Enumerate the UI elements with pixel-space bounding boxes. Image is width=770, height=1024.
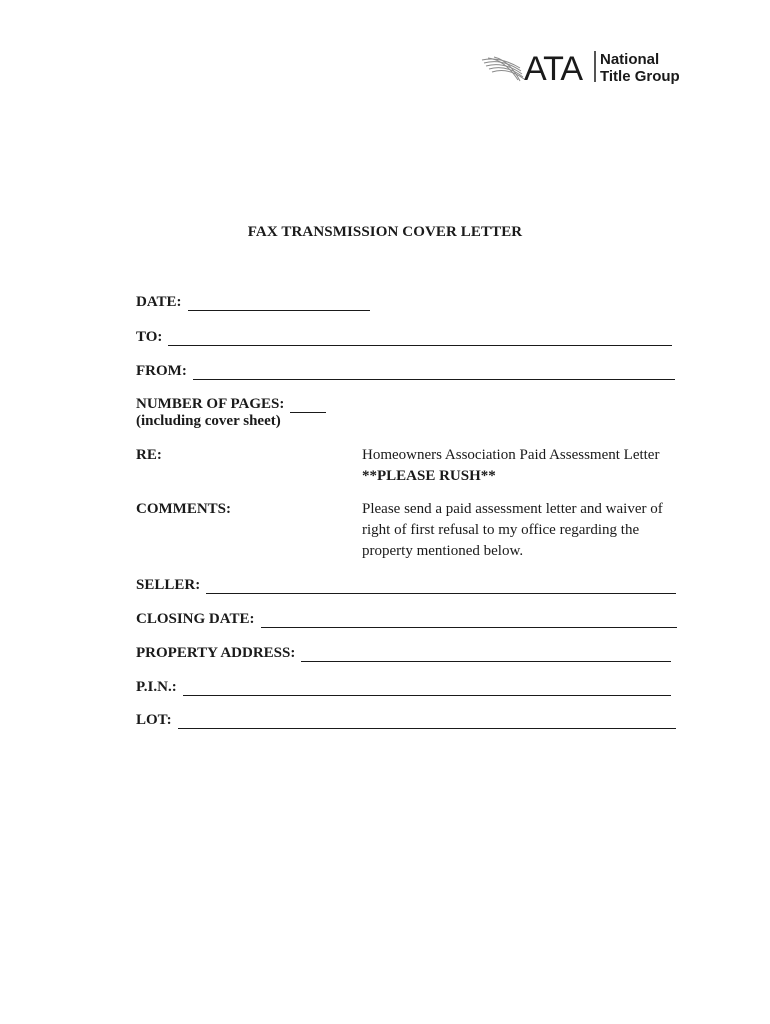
pin-blank-line[interactable]	[183, 681, 671, 696]
logo-brand: ATA	[524, 50, 583, 86]
pages-note: (including cover sheet)	[136, 413, 281, 429]
date-label: DATE:	[136, 294, 182, 310]
pin-label: P.I.N.:	[136, 679, 177, 695]
logo-graphic	[480, 46, 690, 86]
lot-field	[136, 709, 676, 729]
lot-label: LOT:	[136, 712, 172, 728]
re-label: RE:	[136, 447, 162, 463]
to-label: TO:	[136, 329, 163, 345]
company-logo	[480, 46, 690, 86]
comments-label: COMMENTS:	[136, 501, 231, 517]
to-field	[136, 326, 672, 346]
lot-blank-line[interactable]	[178, 714, 676, 729]
property-address-label: PROPERTY ADDRESS:	[136, 645, 296, 661]
logo-line1: National	[600, 51, 660, 68]
re-content	[362, 445, 682, 487]
from-label: FROM:	[136, 363, 187, 379]
re-rush-note: **PLEASE RUSH**	[362, 468, 496, 484]
pin-field	[136, 676, 671, 696]
date-field	[136, 291, 370, 311]
logo-line2: Title Group	[600, 68, 680, 85]
pages-field	[136, 393, 326, 413]
to-blank-line[interactable]	[168, 331, 672, 346]
date-blank-line[interactable]	[188, 296, 370, 311]
pages-blank-line[interactable]	[290, 398, 326, 413]
property-address-field	[136, 642, 671, 662]
from-blank-line[interactable]	[193, 365, 675, 380]
property-address-blank-line[interactable]	[301, 647, 671, 662]
document-title: FAX TRANSMISSION COVER LETTER	[247, 224, 523, 240]
closing-date-label: CLOSING DATE:	[136, 611, 255, 627]
seller-label: SELLER:	[136, 577, 201, 593]
re-subject: Homeowners Association Paid Assessment Letter	[362, 447, 660, 463]
seller-field	[136, 574, 676, 594]
pages-label: NUMBER OF PAGES:	[136, 396, 285, 412]
closing-date-blank-line[interactable]	[261, 613, 677, 628]
closing-date-field	[136, 608, 677, 628]
comments-text: Please send a paid assessment letter and waiver of right of first refusal to my office regarding the property mentioned below.	[362, 501, 663, 559]
seller-blank-line[interactable]	[206, 579, 676, 594]
from-field	[136, 360, 675, 380]
